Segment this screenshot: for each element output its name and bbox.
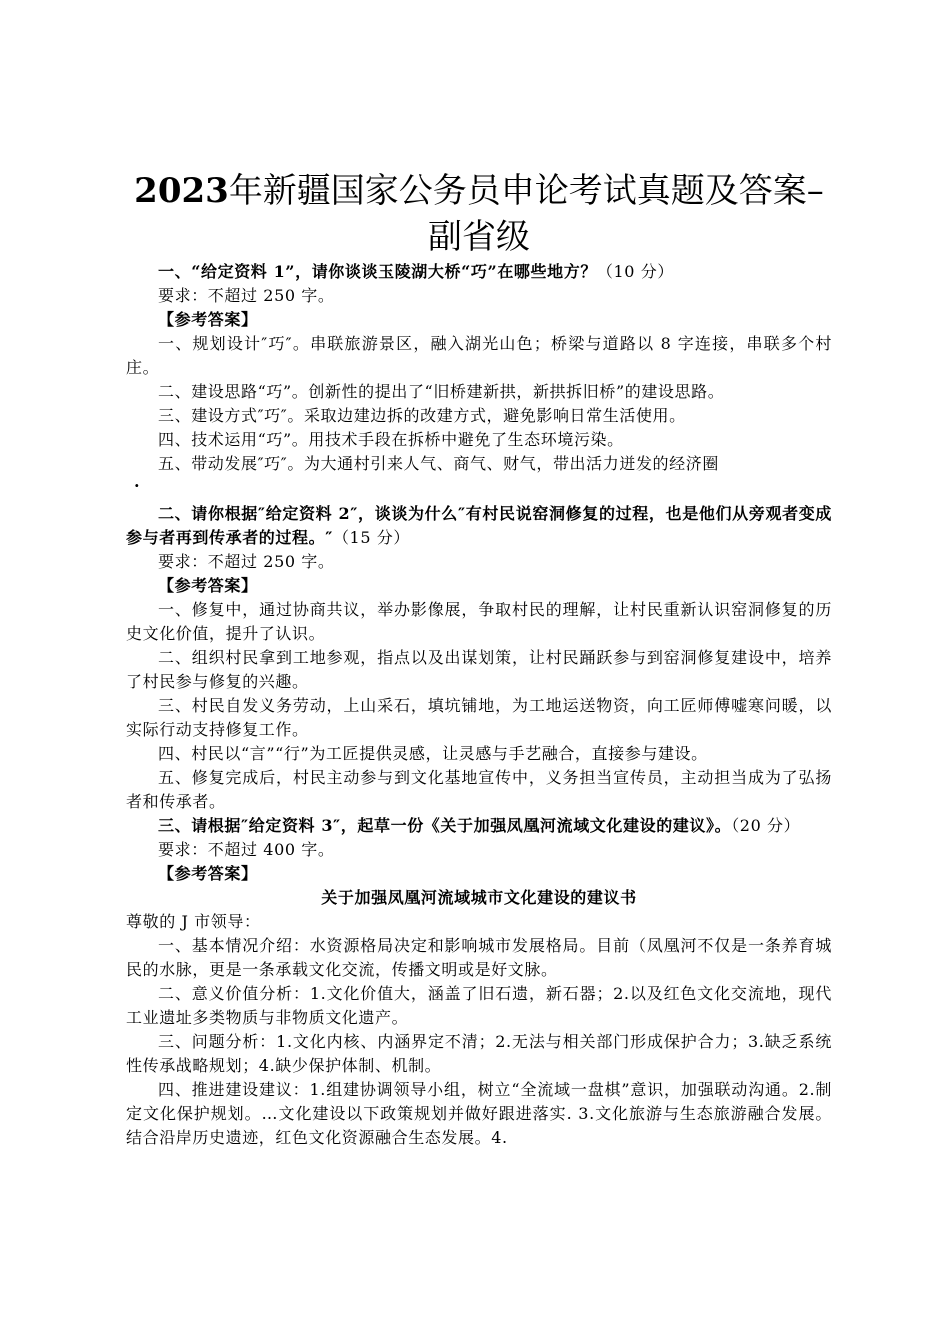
title-year: 2023 xyxy=(134,171,229,211)
q3-doc-title: 关于加强凤凰河流域城市文化建设的建议书 xyxy=(321,888,637,907)
q1-trailing-dot: · xyxy=(134,476,140,495)
q2-answer-4: 四、村民以“言”“行”为工匠提供灵感，让灵感与手艺融合，直接参与建设。 xyxy=(158,744,708,763)
q1-heading-text: 一、“给定资料 1”，请你谈谈玉陵湖大桥“巧”在哪些地方？ xyxy=(158,262,597,281)
q2-heading-text: 二、请你根据″给定资料 2″，谈谈为什么″有村民说窑洞修复的过程，也是他们从旁观者变成参与者再到传承者的过程。″ xyxy=(126,504,832,547)
q2-heading xyxy=(126,502,832,550)
q3-heading xyxy=(126,814,832,838)
q3-requirement: 要求：不超过 400 字。 xyxy=(158,840,335,859)
q1-requirement: 要求：不超过 250 字。 xyxy=(158,286,335,305)
q3-heading-text: 三、请根据″给定资料 3″，起草一份《关于加强凤凰河流域文化建设的建议》。 xyxy=(158,816,732,835)
q2-answer-2: 二、组织村民拿到工地参观，指点以及出谋划策，让村民踊跃参与到窑洞修复建设中，培养了村民参与修复的兴趣。 xyxy=(126,648,832,691)
q3-answer-4: 四、推进建设建议：1.组建协调领导小组，树立“全流域一盘棋”意识，加强联动沟通。2.制定文化保护规划。…文化建设以下政策规划并做好跟进落实. 3.文化旅游与生态旅游融合发展。结合沿岸历史遗迹，红色文化资源融合生态发展。4. xyxy=(126,1080,832,1147)
q2-requirement: 要求：不超过 250 字。 xyxy=(158,552,335,571)
q2-answer-label: 【参考答案】 xyxy=(158,576,258,595)
q1-answer-4: 四、技术运用“巧”。用技术手段在拆桥中避免了生态环境污染。 xyxy=(158,430,624,449)
q1-answer-5: 五、带动发展″巧″。为大通村引来人气、商气、财气，带出活力迸发的经济圈 xyxy=(158,454,719,473)
q3-answer-3: 三、问题分析：1.文化内核、内涵界定不清；2.无法与相关部门形成保护合力；3.缺乏系统性传承战略规划；4.缺少保护体制、机制。 xyxy=(126,1032,832,1075)
q2-answer-1: 一、修复中，通过协商共议，举办影像展，争取村民的理解，让村民重新认识窑洞修复的历史文化价值，提升了认识。 xyxy=(126,600,832,643)
q1-answer-label: 【参考答案】 xyxy=(158,310,258,329)
page-title xyxy=(126,168,832,260)
document-page xyxy=(126,168,832,1150)
q2-answer-3: 三、村民自发义务劳动，上山采石，填坑铺地，为工地运送物资，向工匠师傅嘘寒问暖，以实际行动支持修复工作。 xyxy=(126,696,832,739)
title-line1: 年新疆国家公务员申论考试真题及答案– xyxy=(228,171,824,211)
q1-heading xyxy=(126,260,832,284)
q3-salutation: 尊敬的 J 市领导： xyxy=(126,912,261,931)
q1-answer-3: 三、建设方式″巧″。采取边建边拆的改建方式，避免影响日常生活使用。 xyxy=(158,406,686,425)
q3-answer-2: 二、意义价值分析：1.文化价值大，涵盖了旧石遗，新石器；2.以及红色文化交流地，现代工业遗址多类物质与非物质文化遗产。 xyxy=(126,984,832,1027)
title-line2: 副省级 xyxy=(428,217,530,257)
q3-answer-1: 一、基本情况介绍：水资源格局决定和影响城市发展格局。目前（凤凰河不仅是一条养育城民的水脉，更是一条承载文化交流，传播文明或是好文脉。 xyxy=(126,936,832,979)
q3-score: （20 分） xyxy=(731,816,801,835)
q1-answer-2: 二、建设思路“巧”。创新性的提出了“旧桥建新拱，新拱拆旧桥”的建设思路。 xyxy=(158,382,725,401)
q2-answer-5: 五、修复完成后，村民主动参与到文化基地宣传中，义务担当宣传员，主动担当成为了弘扬者和传承者。 xyxy=(126,768,832,811)
q3-answer-label: 【参考答案】 xyxy=(158,864,258,883)
q2-score: （15 分） xyxy=(332,528,410,547)
q1-score: （10 分） xyxy=(596,262,674,281)
q1-answer-1: 一、规划设计″巧″。串联旅游景区，融入湖光山色；桥梁与道路以 8 字连接，串联多个村庄。 xyxy=(126,334,832,377)
